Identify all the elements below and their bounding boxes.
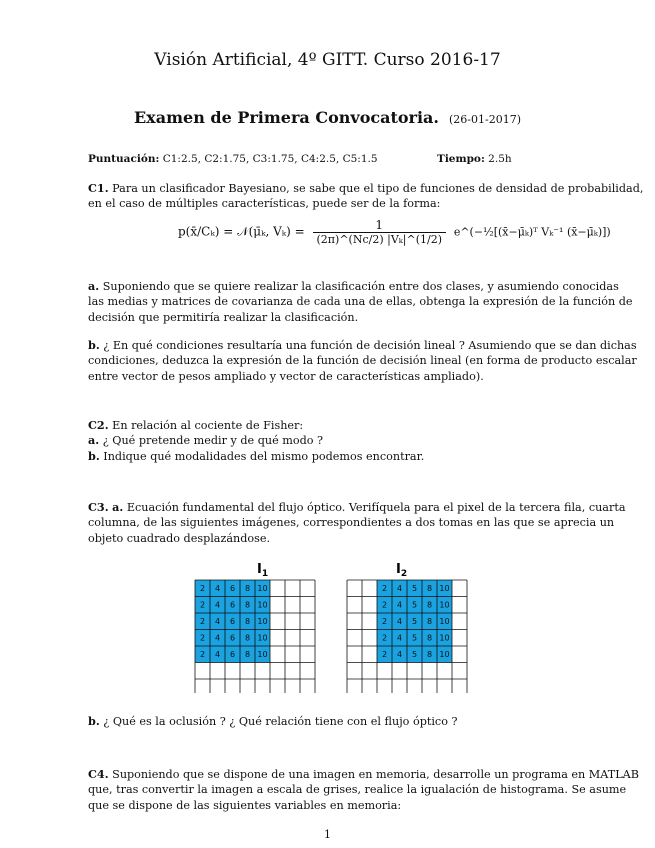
c1-a-line1: Suponiendo que se quiere realizar la clasificación entre dos clases, y asumiendo conocidas <box>102 280 619 293</box>
image1-pixel-value: 4 <box>214 617 221 627</box>
formula-exponential: e^(−½[(x̄−μ̄ₖ)ᵀ Vₖ⁻¹ (x̄−μ̄ₖ)]) <box>453 225 611 239</box>
image1-pixel-value: 8 <box>244 650 251 660</box>
image2-grid <box>347 580 467 693</box>
image1-grid <box>195 580 315 693</box>
formula-lhs: p(x̄/Cₖ) = 𝒩(μ̄ₖ, Vₖ) = <box>178 224 305 239</box>
image2-pixel-value: 8 <box>426 617 433 627</box>
question-c1-a <box>88 279 633 325</box>
c1-text-line2: en el caso de múltiples características, puede ser de la forma: <box>88 197 441 211</box>
image1-pixel-value: 6 <box>229 633 236 643</box>
c3-text-line1: Ecuación fundamental del flujo óptico. Verifíquela para el pixel de la tercera fila, cuarta <box>126 501 626 514</box>
image1-pixel-value: 10 <box>257 617 268 627</box>
question-c3-b <box>88 714 570 729</box>
image2-pixel-value: 2 <box>381 633 388 643</box>
c3-text-line3: objeto cuadrado desplazándose. <box>88 531 271 545</box>
image1-pixel-value: 6 <box>229 650 236 660</box>
image2-pixel-value: 5 <box>411 617 418 627</box>
c1-b-line3: entre vector de pesos ampliado y vector de características ampliado). <box>88 369 484 383</box>
image2-pixel-value: 4 <box>396 600 403 610</box>
c2-b-label: b. <box>88 448 100 463</box>
image1-pixel-value: 4 <box>214 600 221 610</box>
image1-pixel-value: 8 <box>244 633 251 643</box>
image2-pixel-value: 5 <box>411 633 418 643</box>
question-c1 <box>88 181 644 212</box>
image2-pixel-value: 2 <box>381 600 388 610</box>
c1-a-line2: las medias y matrices de covarianza de cada una de ellas, obtenga la expresión de la función de <box>88 295 633 309</box>
image1-pixel-value: 6 <box>229 600 236 610</box>
image1-pixel-value: 10 <box>257 600 268 610</box>
image2-pixel-value: 8 <box>426 633 433 643</box>
c2-a-text: ¿ Qué pretende medir y de qué modo ? <box>102 434 324 448</box>
image1-pixel-value: 2 <box>199 584 206 594</box>
question-c1-b <box>88 338 637 384</box>
c2-b-text: Indique qué modalidades del mismo podemos encontrar. <box>103 449 425 463</box>
image1-pixel-value: 10 <box>257 584 268 594</box>
c2-a-label: a. <box>88 433 100 448</box>
image2-pixel-value: 10 <box>439 617 450 627</box>
image2-pixel-value: 4 <box>396 633 403 643</box>
optical-flow-images <box>185 558 485 693</box>
image2-pixel-value: 4 <box>396 650 403 660</box>
image1-pixel-value: 4 <box>214 633 221 643</box>
c4-label: C4. <box>88 767 109 781</box>
image1-pixel-value: 2 <box>199 600 206 610</box>
image2-pixel-value: 5 <box>411 650 418 660</box>
c4-text-line3: que se dispone de las siguientes variables en memoria: <box>88 798 402 812</box>
scoring-line <box>88 153 378 165</box>
c1-text-line1: Para un clasificador Bayesiano, se sabe que el tipo de funciones de densidad de probabilidad, <box>112 182 644 195</box>
c2-intro: En relación al cociente de Fisher: <box>112 419 304 432</box>
c1-label: C1. <box>88 181 109 195</box>
image2-pixel-value: 10 <box>439 600 450 610</box>
exam-date: (26-01-2017) <box>448 113 521 126</box>
c3-a-label: a. <box>112 500 124 514</box>
page-title: Visión Artificial, 4º GITT. Curso 2016-17 <box>154 50 501 70</box>
image2-pixel-value: 2 <box>381 617 388 627</box>
c3-label: C3. <box>88 500 109 514</box>
image2-label: $I_2$ <box>396 562 408 579</box>
time-label: Tiempo: <box>437 153 485 165</box>
image2-pixel-value: 10 <box>439 650 450 660</box>
image1-pixel-value: 10 <box>257 633 268 643</box>
exam-name: Examen de Primera Convocatoria. <box>133 108 439 127</box>
time-line <box>437 153 512 165</box>
image2-pixel-value: 5 <box>411 600 418 610</box>
image1-pixel-value: 8 <box>244 617 251 627</box>
image1-pixel-value: 2 <box>199 617 206 627</box>
c4-text-line2: que, tras convertir la imagen a escala de grises, realice la igualación de histograma. Se asume <box>88 783 627 797</box>
c1-a-line3: decisión que permitiría realizar la clasificación. <box>88 310 359 324</box>
image2-pixel-value: 10 <box>439 584 450 594</box>
c1-b-label: b. <box>88 338 100 352</box>
image2-pixel-value: 2 <box>381 584 388 594</box>
question-c4 <box>88 767 639 813</box>
image2-pixel-value: 10 <box>439 633 450 643</box>
c1-b-line1: ¿ En qué condiciones resultaría una función de decisión lineal ? Asumiendo que se dan dichas <box>103 339 637 352</box>
image1-pixel-value: 10 <box>257 650 268 660</box>
image2-pixel-value: 8 <box>426 600 433 610</box>
question-c3 <box>88 500 626 546</box>
c1-a-label: a. <box>88 279 100 293</box>
c3-text-line2: columna, de las siguientes imágenes, correspondientes a dos tomas en las que se aprecia un <box>88 516 615 530</box>
c2-label: C2. <box>88 418 109 432</box>
image1-pixel-value: 6 <box>229 584 236 594</box>
formula-numerator: 1 <box>313 218 446 233</box>
question-c2 <box>88 418 570 464</box>
exam-subtitle <box>0 108 655 127</box>
image1-pixel-value: 4 <box>214 584 221 594</box>
c3-b-text: ¿ Qué es la oclusión ? ¿ Qué relación tiene con el flujo óptico ? <box>103 715 458 728</box>
scoring-value: C1:2.5, C2:1.75, C3:1.75, C4:2.5, C5:1.5 <box>162 153 378 165</box>
probability-formula <box>178 218 611 246</box>
formula-denominator: (2π)^(Nc/2) |Vₖ|^(1/2) <box>316 233 442 246</box>
image2-pixel-value: 8 <box>426 650 433 660</box>
page-number: 1 <box>324 828 331 841</box>
image2-pixel-value: 4 <box>396 584 403 594</box>
formula-fraction <box>313 218 446 246</box>
image1-pixel-value: 8 <box>244 600 251 610</box>
image2-pixel-value: 2 <box>381 650 388 660</box>
image2-pixel-value: 5 <box>411 584 418 594</box>
c4-text-line1: Suponiendo que se dispone de una imagen en memoria, desarrolle un programa en MATLAB <box>112 768 639 781</box>
c3-b-label: b. <box>88 714 100 728</box>
image1-pixel-value: 2 <box>199 650 206 660</box>
image1-pixel-value: 8 <box>244 584 251 594</box>
scoring-label: Puntuación: <box>88 153 160 165</box>
image2-pixel-value: 4 <box>396 617 403 627</box>
c1-b-line2: condiciones, deduzca la expresión de la función de decisión lineal (en forma de producto escalar <box>88 354 637 368</box>
image2-pixel-value: 8 <box>426 584 433 594</box>
image1-pixel-value: 2 <box>199 633 206 643</box>
image1-label: $I_1$ <box>257 562 269 579</box>
image1-pixel-value: 4 <box>214 650 221 660</box>
time-value: 2.5h <box>488 153 512 165</box>
image1-pixel-value: 6 <box>229 617 236 627</box>
